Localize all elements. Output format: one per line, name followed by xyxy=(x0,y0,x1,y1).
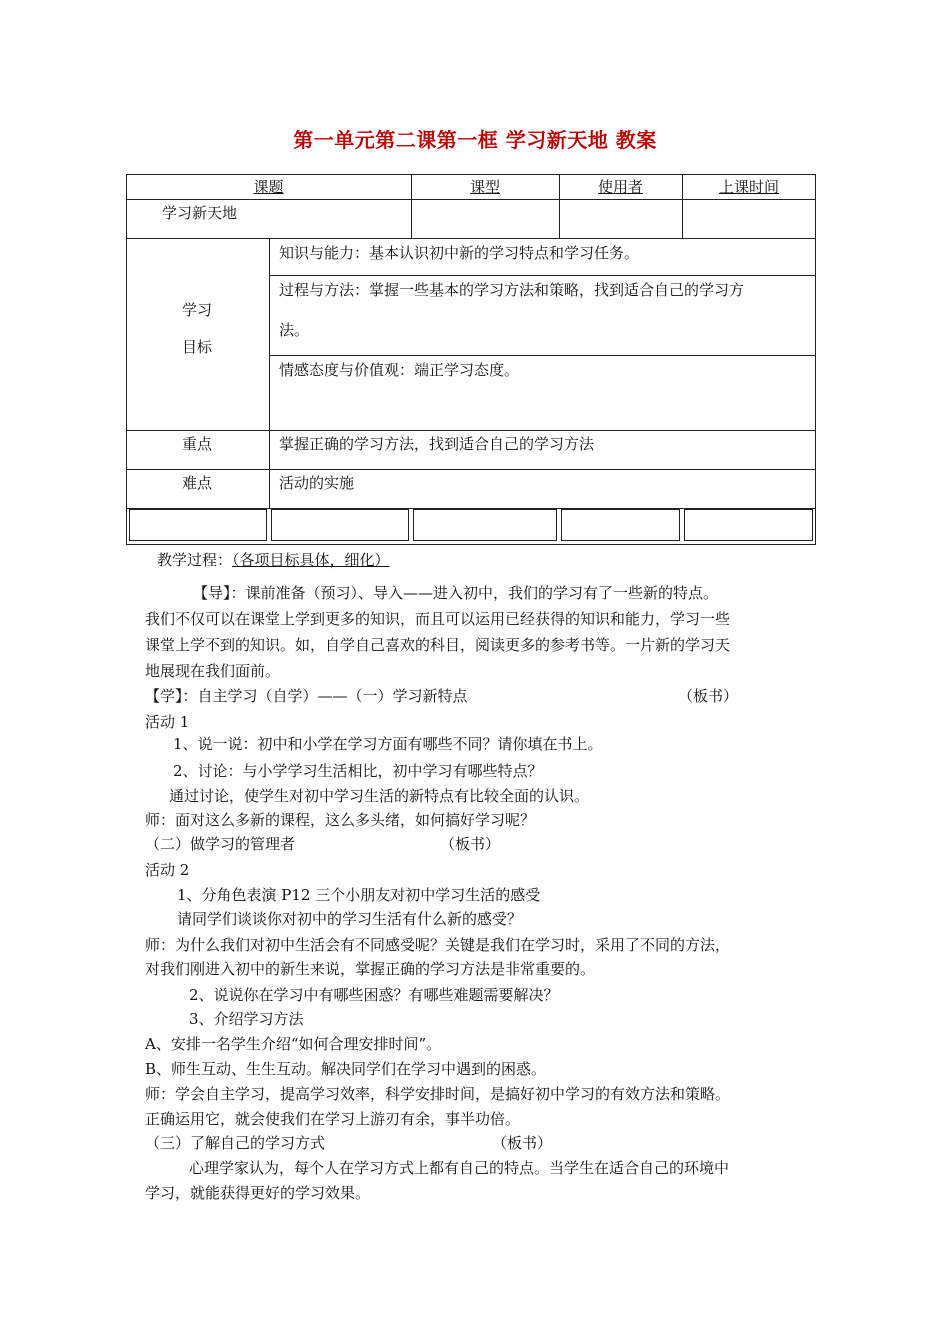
paragraph: 通过讨论，使学生对初中学习生活的新特点有比较全面的认识。 xyxy=(169,787,590,805)
goal-knowledge: 知识与能力：基本认识初中新的学习特点和学习任务。 xyxy=(279,244,640,262)
paragraph: 1、分角色表演 P12 三个小朋友对初中学习生活的感受 xyxy=(177,886,541,904)
board-tag: （板书） xyxy=(440,835,501,853)
section-heading: 【学】：自主学习（自学）——（一）学习新特点 xyxy=(145,687,468,705)
paragraph: 2、说说你在学习中有哪些困惑？有哪些难题需要解决？ xyxy=(189,986,559,1004)
board-tag: （板书） xyxy=(678,687,739,705)
process-heading xyxy=(157,550,390,570)
paragraph: 正确运用它，就会使我们在学习上游刃有余，事半功倍。 xyxy=(145,1110,521,1128)
activity-label: 活动 2 xyxy=(145,861,190,879)
paragraph: 1、说一说：初中和小学在学习方面有哪些不同？请你填在书上。 xyxy=(173,735,603,753)
paragraph: 地展现在我们面前。 xyxy=(145,662,281,680)
header-user: 使用者 xyxy=(597,178,643,196)
section-heading: （二）做学习的管理者 xyxy=(145,835,296,853)
goal-emotion: 情感态度与价值观：端正学习态度。 xyxy=(279,361,520,379)
paragraph: A、安排一名学生介绍“如何合理安排时间”。 xyxy=(145,1035,442,1053)
goals-label: 学习 xyxy=(182,301,213,319)
goal-process: 过程与方法：掌握一些基本的学习方法和策略，找到适合自己的学习方 xyxy=(279,281,745,299)
header-topic: 课题 xyxy=(253,178,284,196)
key-label: 重点 xyxy=(182,435,213,453)
paragraph: 【导】：课前准备（预习）、导入——进入初中，我们的学习有了一些新的特点。 xyxy=(193,584,719,602)
paragraph: 学习，就能获得更好的学习效果。 xyxy=(145,1184,371,1202)
paragraph: 师：学会自主学习，提高学习效率，科学安排时间，是搞好初中学习的有效方法和策略。 xyxy=(145,1085,731,1103)
page-title: 第一单元第二课第一框 学习新天地 教案 xyxy=(293,128,657,152)
blank-cell xyxy=(271,509,409,541)
blank-cell xyxy=(561,509,680,541)
blank-cell xyxy=(413,509,557,541)
paragraph: 2、讨论：与小学学习生活相比，初中学习有哪些特点？ xyxy=(173,762,543,780)
header-time: 上课时间 xyxy=(718,178,779,196)
topic-value: 学习新天地 xyxy=(162,204,238,222)
blank-cell xyxy=(684,509,813,541)
difficulty-value: 活动的实施 xyxy=(279,474,355,492)
paragraph: 师：为什么我们对初中生活会有不同感受呢？关键是我们在学习时，采用了不同的方法， xyxy=(145,936,731,954)
process-note: （各项目标具体，细化） xyxy=(232,551,390,569)
paragraph: 心理学家认为，每个人在学习方式上都有自己的特点。当学生在适合自己的环境中 xyxy=(189,1159,730,1177)
paragraph: 师：面对这么多新的课程，这么多头绪，如何搞好学习呢？ xyxy=(145,811,536,829)
key-value: 掌握正确的学习方法，找到适合自己的学习方法 xyxy=(279,435,595,453)
header-type: 课型 xyxy=(469,178,500,196)
paragraph: 请同学们谈谈你对初中的学习生活有什么新的感受？ xyxy=(177,910,523,928)
board-tag: （板书） xyxy=(492,1134,553,1152)
process-label: 教学过程： xyxy=(157,551,233,569)
goals-label-2: 目标 xyxy=(182,338,213,356)
paragraph: 对我们刚进入初中的新生来说，掌握正确的学习方法是非常重要的。 xyxy=(145,960,596,978)
activity-label: 活动 1 xyxy=(145,713,190,731)
paragraph: 3、介绍学习方法 xyxy=(189,1010,304,1028)
section-heading: （三）了解自己的学习方式 xyxy=(145,1134,326,1152)
paragraph: 我们不仅可以在课堂上学到更多的知识，而且可以运用已经获得的知识和能力，学习一些 xyxy=(145,610,731,628)
goal-process-cont: 法。 xyxy=(279,321,310,339)
difficulty-label: 难点 xyxy=(182,474,213,492)
paragraph: 课堂上学不到的知识。如，自学自己喜欢的科目，阅读更多的参考书等。一片新的学习天 xyxy=(145,636,731,654)
lesson-info-table xyxy=(126,174,816,545)
blank-cell xyxy=(129,509,267,541)
paragraph: B、师生互动、生生互动。解决同学们在学习中遇到的困惑。 xyxy=(145,1060,547,1078)
